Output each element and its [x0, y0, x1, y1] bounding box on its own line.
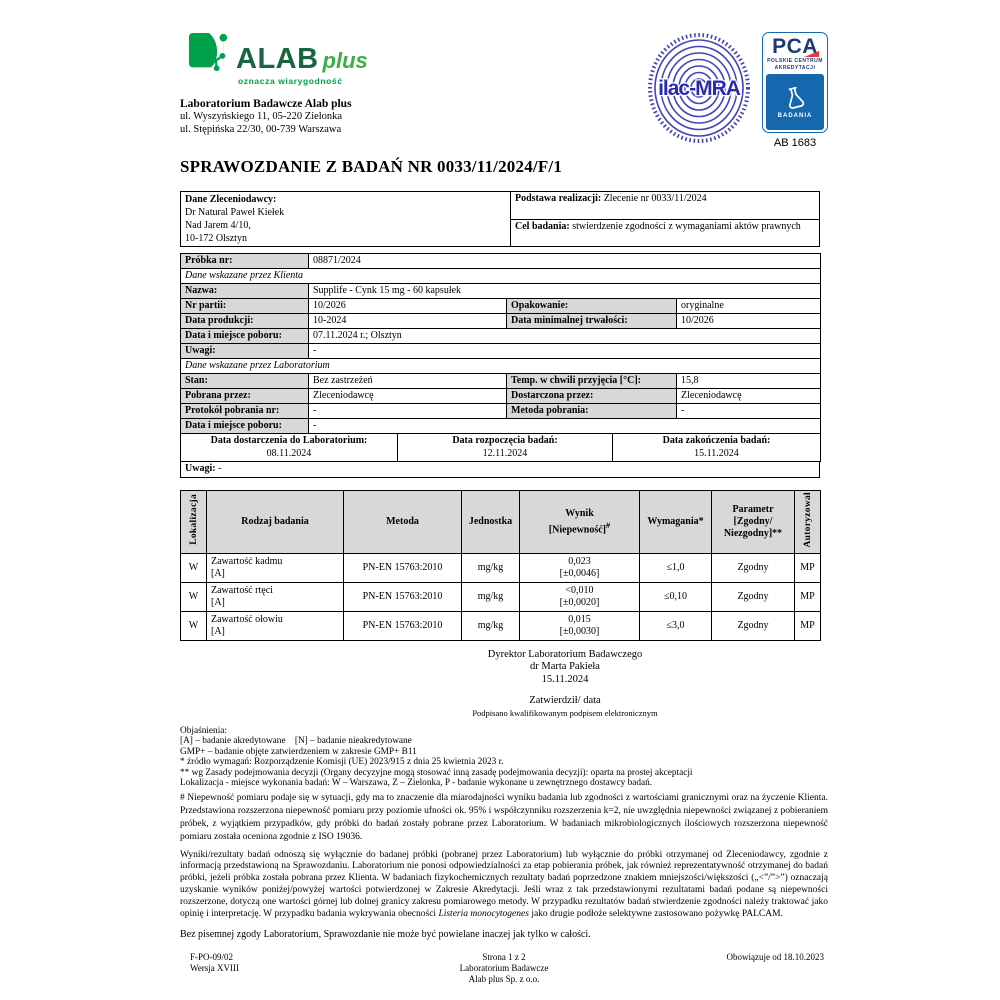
sample-table	[180, 253, 821, 434]
signature-name: dr Marta Pakieła	[530, 661, 600, 673]
row-authorized: MP	[795, 611, 821, 640]
lab-address-1: ul. Wyszyńskiego 11, 05-220 Zielonka	[180, 111, 343, 122]
result-header-line1: Wynik	[565, 507, 594, 519]
pca-flask-icon	[782, 85, 808, 111]
collection-value: 07.11.2024 r.; Olsztyn	[309, 329, 821, 344]
table-row	[181, 374, 821, 389]
footer-valid-from: Obowiązuje od 18.10.2023	[726, 952, 824, 963]
results-disclaimer-paragraph	[180, 850, 828, 921]
row-analyte	[207, 611, 344, 640]
row-authorized: MP	[795, 553, 821, 582]
table-row	[181, 389, 821, 404]
client-line: Nad Jarem 4/10,	[185, 220, 251, 231]
protocol-value: -	[309, 404, 507, 419]
footnote-line: ** wg Zasady podejmowania decyzji (Organy decyzyjne mogą stosować inną zasadę podejmowania decyzji): oparta na prostej akceptacji	[180, 767, 693, 778]
table-row	[181, 284, 821, 299]
table-row	[181, 254, 821, 269]
end-date-cell	[613, 434, 821, 462]
pca-badania-box	[766, 74, 824, 130]
client-line: 10-172 Olsztyn	[185, 233, 247, 244]
sampled-by-value: Zleceniodawcę	[309, 389, 507, 404]
pca-subtitle-line1: POLSKIE CENTRUM	[767, 58, 823, 64]
delivery-date-label: Data dostarczenia do Laboratorium:	[210, 435, 368, 446]
pca-cert-number: AB 1683	[773, 137, 817, 149]
remarks2-label: Uwagi:	[185, 463, 216, 474]
pca-red-accent	[804, 51, 819, 57]
durability-value: 10/2026	[677, 314, 821, 329]
disclaimer-text-end: jako drugie podłoże selektywne zastosowano pożywkę PALCAM.	[528, 908, 783, 919]
disclaimer-text: Wyniki/rezultaty badań odnoszą się wyłącznie do badanej próbki (pobranej przez Laboratorium) lub wyłącznie do próbki otrzymanej od Zleceniodawcy, zgodnie z informacją przedstawioną na Sprawozdaniu. Laboratorium nie ponosi odpowiedzialności za etap pobierania próbek, jak również reprezentatywność otrzymanej do badań próbki, jeżeli próbka została pobrana przez Klienta. W badaniach fizykochemicznych rezultaty badań poprzedzone znakiem mniejszości/większości („<”/”>”) oznaczają uzyskanie wyników poniżej/powyżej wartości potwierdzonej w Zakresie Akredytacji. Jeśli wraz z tak przedstawionymi rezultatami badań podane są niepewności rozszerzone, dotyczą one wartości górnej lub dolnej granicy zakresu pomiarowego metody. W przypadku rezultatów badań stwierdzenie zgodności należy traktować jako opinię i interpretację. W przypadku badania wykrywania obecności	[180, 849, 828, 919]
pca-abbr: PCA	[772, 35, 818, 58]
analyte-accreditation-tag: [A]	[211, 625, 225, 637]
client-label: Dane Zleceniodawcy:	[185, 194, 277, 205]
end-date-label: Data zakończenia badań:	[662, 435, 771, 446]
logo-alab-text: ALAB	[236, 43, 319, 75]
pca-subtitle	[767, 58, 823, 71]
packaging-value: oryginalne	[677, 299, 821, 314]
logo-wordmark	[236, 44, 368, 74]
condition-value: Bez zastrzeżeń	[309, 374, 507, 389]
table-row	[181, 269, 821, 284]
start-date-label: Data rozpoczęcia badań:	[452, 435, 558, 446]
analyte-name: Zawartość ołowiu	[211, 613, 283, 625]
remarks2-value: -	[215, 463, 222, 474]
footnote-line: Lokalizacja - miejsce wykonania badań: W – Warszawa, Z – Zielonka, P - badanie wykonane u zewnętrznego dostawcy badań.	[180, 778, 653, 789]
table-row	[181, 344, 821, 359]
accreditation-marks	[646, 32, 828, 149]
delivered-by-value: Zleceniodawcę	[677, 389, 821, 404]
row-method: PN-EN 15763:2010	[344, 553, 462, 582]
row-parameter: Zgodny	[712, 582, 795, 611]
production-date-value: 10-2024	[309, 314, 507, 329]
footnotes	[180, 726, 828, 789]
header-location	[181, 491, 207, 554]
sampling-method-value: -	[677, 404, 821, 419]
header-result	[520, 491, 640, 554]
pca-subtitle-line2: AKREDYTACJI	[774, 64, 816, 71]
lab-address-2: ul. Stępińska 22/30, 00-739 Warszawa	[180, 124, 342, 135]
ilac-mra-text: ilac-MRA	[658, 77, 740, 100]
row-method: PN-EN 15763:2010	[344, 582, 462, 611]
analyte-name: Zawartość kadmu	[211, 555, 283, 567]
batch-value: 10/2026	[309, 299, 507, 314]
dates-table	[180, 433, 821, 462]
pca-badania-label: BADANIA	[777, 113, 813, 119]
header-parameter	[712, 491, 795, 554]
row-analyte	[207, 582, 344, 611]
table-row	[181, 329, 821, 344]
row-method: PN-EN 15763:2010	[344, 611, 462, 640]
start-date-value: 12.11.2024	[482, 447, 528, 459]
row-unit: mg/kg	[462, 611, 520, 640]
footer-right	[548, 952, 828, 985]
remarks2-cell	[181, 462, 820, 478]
ilac-mra-stamp-icon	[646, 32, 752, 144]
end-date-value: 15.11.2024	[694, 447, 739, 459]
result-uncertainty: [±0,0020]	[559, 596, 600, 608]
packaging-label: Opakowanie:	[507, 299, 677, 314]
pca-logo-text	[772, 36, 818, 58]
sampled-by-label: Pobrana przez:	[181, 389, 309, 404]
temperature-value: 15,8	[677, 374, 821, 389]
goal-label: Cel badania:	[515, 220, 570, 232]
table-row	[181, 359, 821, 374]
goal-value: stwierdzenie zgodności z wymaganiami aktów prawnych	[569, 220, 801, 232]
footnote-line: [A] – badanie akredytowane [N] – badanie nieakredytowane	[180, 736, 412, 747]
header-unit: Jednostka	[462, 491, 520, 554]
row-result	[520, 582, 640, 611]
basis-value: Zlecenie nr 0033/11/2024	[601, 193, 707, 204]
temperature-label: Temp. w chwili przyjęcia [°C]:	[507, 374, 677, 389]
signature-esign-note: Podpisano kwalifikowanym podpisem elektronicznym	[472, 707, 658, 718]
protocol-label: Protokół pobrania nr:	[181, 404, 309, 419]
table-row	[181, 314, 821, 329]
results-table	[180, 490, 821, 641]
goal-cell	[511, 219, 820, 247]
start-date-cell	[398, 434, 613, 462]
result-uncertainty: [±0,0030]	[559, 625, 600, 637]
result-value: 0,015	[568, 613, 591, 625]
basis-cell	[511, 192, 820, 220]
uncertainty-paragraph: # Niepewność pomiaru podaje się w sytuacji, gdy ma to znaczenie dla miarodajności wyniku badania lub zgodności z wartościami granicznymi oraz na życzenie Klienta. Przedstawiona rozszerzona niepewność pomiaru przy poziomie ufności ok. 95% i współczynniku rozszerzenia k=2, nie uwzględnia niepewności związanej z pobieraniem próbek, z wyjątkiem przypadków, gdy próbki do badań zostały pobrane przez Laboratorium. W badaniach mikrobiologicznych ilościowych rozszerzona niepewność pomiaru została oceniona zgodnie z ISO 19036.	[180, 792, 828, 842]
client-data-section: Dane wskazane przez Klienta	[181, 269, 821, 284]
table-row	[181, 419, 821, 434]
sampling-method-label: Metoda pobrania:	[507, 404, 677, 419]
header	[180, 32, 828, 149]
sample-number-value: 08871/2024	[309, 254, 821, 269]
parameter-header-line3: Niezgodny]**	[723, 527, 783, 539]
row-authorized: MP	[795, 582, 821, 611]
row-parameter: Zgodny	[712, 611, 795, 640]
header-method: Metoda	[344, 491, 462, 554]
signature-date: 15.11.2024	[541, 673, 589, 685]
basis-label: Podstawa realizacji:	[515, 193, 602, 204]
sample-number-label: Próbka nr:	[181, 254, 309, 269]
header-requirements: Wymagania*	[640, 491, 712, 554]
footnote-line: * źródło wymagań: Rozporządzenie Komisji (UE) 2023/915 z dnia 25 kwietnia 2023 r.	[180, 757, 504, 768]
row-location: W	[181, 553, 207, 582]
row-location: W	[181, 611, 207, 640]
signature-role: Dyrektor Laboratorium Badawczego	[487, 648, 643, 660]
remarks-label: Uwagi:	[181, 344, 309, 359]
logo-plus-text: plus	[322, 48, 368, 73]
results-header-row	[181, 491, 821, 554]
table-row	[181, 462, 820, 478]
table-row	[181, 434, 821, 462]
footer-page-number: Strona 1 z 2	[482, 952, 526, 963]
client-cell	[181, 192, 511, 247]
analyte-accreditation-tag: [A]	[211, 567, 225, 579]
disclaimer-italic-species: Listeria monocytogenes	[438, 908, 529, 919]
report-title: SPRAWOZDANIE Z BADAŃ NR 0033/11/2024/F/1	[180, 157, 563, 176]
name-label: Nazwa:	[181, 284, 309, 299]
result-row-cadmium	[181, 553, 821, 582]
pca-badge	[762, 32, 828, 133]
page-footer	[180, 952, 828, 985]
footnote-line: GMP+ – badanie objęte zatwierdzeniem w zakresie GMP+ B11	[180, 746, 417, 757]
row-requirement: ≤3,0	[640, 611, 712, 640]
row-unit: mg/kg	[462, 553, 520, 582]
row-location: W	[181, 582, 207, 611]
header-test-type: Rodzaj badania	[207, 491, 344, 554]
batch-label: Nr partii:	[181, 299, 309, 314]
analyte-accreditation-tag: [A]	[211, 596, 225, 608]
copy-restriction-line: Bez pisemnej zgody Laboratorium, Sprawozdanie nie może być powielane inaczej jak tylko w całości.	[180, 929, 591, 941]
logo-tagline: oznacza wiarygodność	[238, 76, 343, 86]
row-result	[520, 553, 640, 582]
remarks-value: -	[309, 344, 821, 359]
row-unit: mg/kg	[462, 582, 520, 611]
footnote-line: Objaśnienia:	[180, 725, 227, 736]
result-header-line2	[524, 520, 635, 536]
result-row-lead	[181, 611, 821, 640]
authorized-header-label: Autoryzował	[802, 492, 813, 548]
alab-logo	[188, 32, 368, 74]
table-row	[181, 404, 821, 419]
row-parameter: Zgodny	[712, 553, 795, 582]
result-header-sup: #	[606, 520, 611, 530]
condition-label: Stan:	[181, 374, 309, 389]
footer-left	[180, 952, 460, 985]
result-value: <0,010	[565, 584, 594, 596]
pca-mark	[762, 32, 828, 149]
name-value: Supplife - Cynk 15 mg - 60 kapsułek	[309, 284, 821, 299]
parameter-header-line1: Parametr	[732, 503, 774, 515]
collection2-value: -	[309, 419, 821, 434]
row-result	[520, 611, 640, 640]
parameter-header-line2: [Zgodny/	[733, 515, 773, 527]
result-value: 0,023	[568, 555, 591, 567]
footer-form-number: F-PO-09/02	[190, 952, 234, 963]
result-uncertainty: [±0,0046]	[559, 567, 600, 579]
delivery-date-cell	[181, 434, 398, 462]
alab-logo-icon	[188, 32, 230, 74]
footer-lab-line1: Laboratorium Badawcze	[459, 963, 549, 974]
client-table	[180, 191, 820, 247]
collection-label: Data i miejsce poboru:	[181, 329, 309, 344]
lab-data-section: Dane wskazane przez Laboratorium	[181, 359, 821, 374]
location-header-label: Lokalizacja	[188, 494, 199, 546]
row-requirement: ≤1,0	[640, 553, 712, 582]
client-line: Dr Natural Paweł Kiełek	[185, 207, 285, 218]
header-authorized	[795, 491, 821, 554]
result-header-uncertainty: [Niepewność]	[548, 523, 607, 535]
row-analyte	[207, 553, 344, 582]
remarks2-table	[180, 461, 820, 478]
footer-lab-line2: Alab plus Sp. z o.o.	[468, 974, 540, 985]
production-date-label: Data produkcji:	[181, 314, 309, 329]
signature-block	[302, 649, 828, 718]
delivery-date-value: 08.11.2024	[266, 447, 312, 459]
footer-version: Wersja XVIII	[190, 963, 240, 974]
durability-label: Data minimalnej trwałości:	[507, 314, 677, 329]
lab-identity	[180, 32, 368, 136]
footer-center	[460, 952, 549, 985]
collection2-label: Data i miejsce poboru:	[181, 419, 309, 434]
result-row-mercury	[181, 582, 821, 611]
lab-name: Laboratorium Badawcze Alab plus	[180, 98, 352, 110]
delivered-by-label: Dostarczona przez:	[507, 389, 677, 404]
signature-approve-label: Zatwierdził/ data	[529, 695, 601, 707]
table-row	[181, 299, 821, 314]
row-requirement: ≤0,10	[640, 582, 712, 611]
analyte-name: Zawartość rtęci	[211, 584, 273, 596]
